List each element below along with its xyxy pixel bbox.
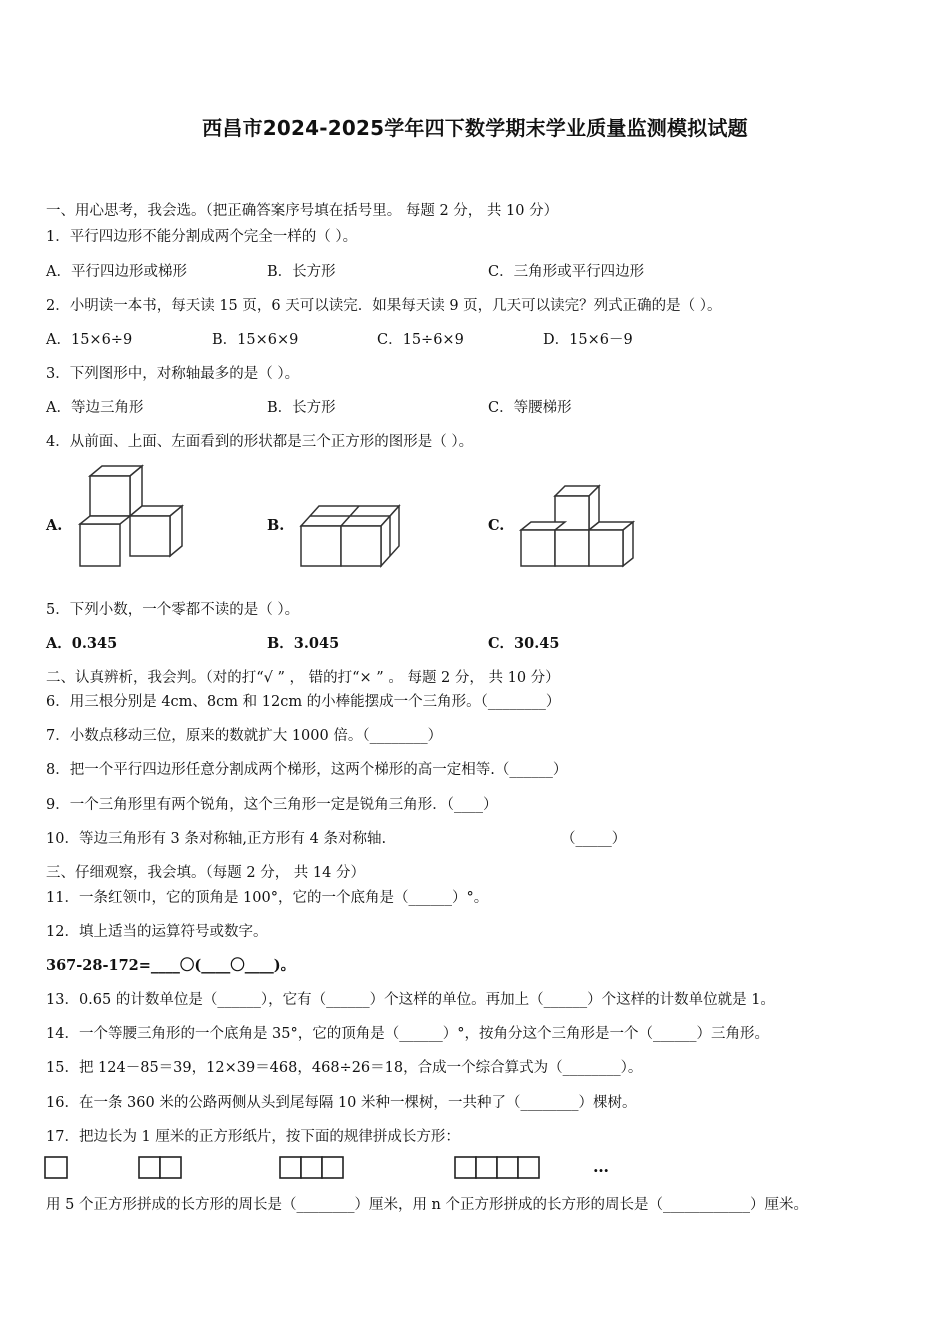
q5-option-b: B．3.045 <box>267 635 340 652</box>
q5-option-c: C．30.45 <box>488 635 560 652</box>
section-2-heading: 二、认真辨析，我会判。（对的打“√ ” ， 错的打“× ” 。 每题 2 分， 共 10 分） <box>46 670 560 686</box>
q17-answer: 用 5 个正方形拼成的长方形的周长是（________）厘米，用 n 个正方形拼成的长方形的周长是（____________）厘米。 <box>46 1197 808 1213</box>
q16-stem: 16．在一条 360 米的公路两侧从头到尾每隔 10 米种一棵树，一共种了（________）棵树。 <box>46 1095 637 1111</box>
q3-option-c: C．等腰梯形 <box>488 400 572 416</box>
q3-stem: 3．下列图形中，对称轴最多的是（ ）。 <box>46 366 300 382</box>
q1-option-b: B．长方形 <box>267 264 336 280</box>
q2-option-b: B．15×6×9 <box>212 332 299 348</box>
q4-stem: 4．从前面、上面、左面看到的形状都是三个正方形的图形是（ ）。 <box>46 434 474 450</box>
q4-option-b: B. <box>267 517 285 534</box>
q8-stem: 8．把一个平行四边形任意分割成两个梯形，这两个梯形的高一定相等.（______） <box>46 762 568 778</box>
q5-stem: 5．下列小数，一个零都不读的是（ ）。 <box>46 602 300 618</box>
q2-option-d: D．15×6－9 <box>543 332 633 348</box>
q3-option-a: A．等边三角形 <box>46 400 144 416</box>
q12-stem: 12．填上适当的运算符号或数字。 <box>46 924 268 940</box>
page-title: 西昌市2024-2025学年四下数学期末学业质量监测模拟试题 <box>202 116 748 140</box>
q9-stem: 9．一个三角形里有两个锐角，这个三角形一定是锐角三角形．（____） <box>46 797 498 813</box>
q6-stem: 6．用三根分别是 4cm、8cm 和 12cm 的小棒能摆成一个三角形。（________） <box>46 694 561 710</box>
q2-option-a: A．15×6÷9 <box>46 332 133 348</box>
q3-option-b: B．长方形 <box>267 400 336 416</box>
q12-expression: 367-28-172=____〇(____〇____)。 <box>46 957 296 974</box>
q11-stem: 11．一条红领巾，它的顶角是 100°，它的一个底角是（______）°。 <box>46 890 489 906</box>
q1-option-a: A．平行四边形或梯形 <box>46 264 187 280</box>
section-1-heading: 一、用心思考，我会选。（把正确答案序号填在括号里。 每题 2 分， 共 10 分） <box>46 203 559 219</box>
q13-stem: 13．0.65 的计数单位是（______），它有（______）个这样的单位。再加上（______）个这样的计数单位就是 1。 <box>46 992 775 1008</box>
square-pattern-1 <box>44 1156 70 1180</box>
q2-option-c: C．15÷6×9 <box>377 332 464 348</box>
q10-stem: 10．等边三角形有 3 条对称轴,正方形有 4 条对称轴. <box>46 831 387 847</box>
q4-option-c: C. <box>488 517 505 534</box>
q4-option-a: A. <box>46 517 63 534</box>
q14-stem: 14．一个等腰三角形的一个底角是 35°，它的顶角是（______）°，按角分这个三角形是一个（______）三角形。 <box>46 1026 770 1042</box>
square-pattern-3 <box>279 1156 347 1180</box>
square-pattern-2 <box>138 1156 186 1180</box>
q10-answer-blank[interactable]: （_____） <box>561 831 627 847</box>
q7-stem: 7．小数点移动三位，原来的数就扩大 1000 倍。（________） <box>46 728 443 744</box>
pattern-ellipsis: … <box>593 1157 609 1176</box>
q1-option-c: C．三角形或平行四边形 <box>488 264 645 280</box>
q2-stem: 2．小明读一本书，每天读 15 页，6 天可以读完．如果每天读 9 页，几天可以读完？列式正确的是（ ）。 <box>46 298 722 314</box>
cube-figure-a <box>76 462 186 570</box>
q15-stem: 15．把 124－85＝39，12×39＝468，468÷26＝18，合成一个综合算式为（________）。 <box>46 1060 643 1076</box>
cube-figure-c <box>515 482 637 572</box>
q5-option-a: A．0.345 <box>46 635 118 652</box>
q1-stem: 1．平行四边形不能分割成两个完全一样的（ ）。 <box>46 229 358 245</box>
square-pattern-4 <box>454 1156 544 1180</box>
cube-figure-b <box>297 500 407 572</box>
section-3-heading: 三、仔细观察，我会填。（每题 2 分， 共 14 分） <box>46 865 365 881</box>
q17-stem: 17．把边长为 1 厘米的正方形纸片，按下面的规律拼成长方形： <box>46 1129 460 1145</box>
